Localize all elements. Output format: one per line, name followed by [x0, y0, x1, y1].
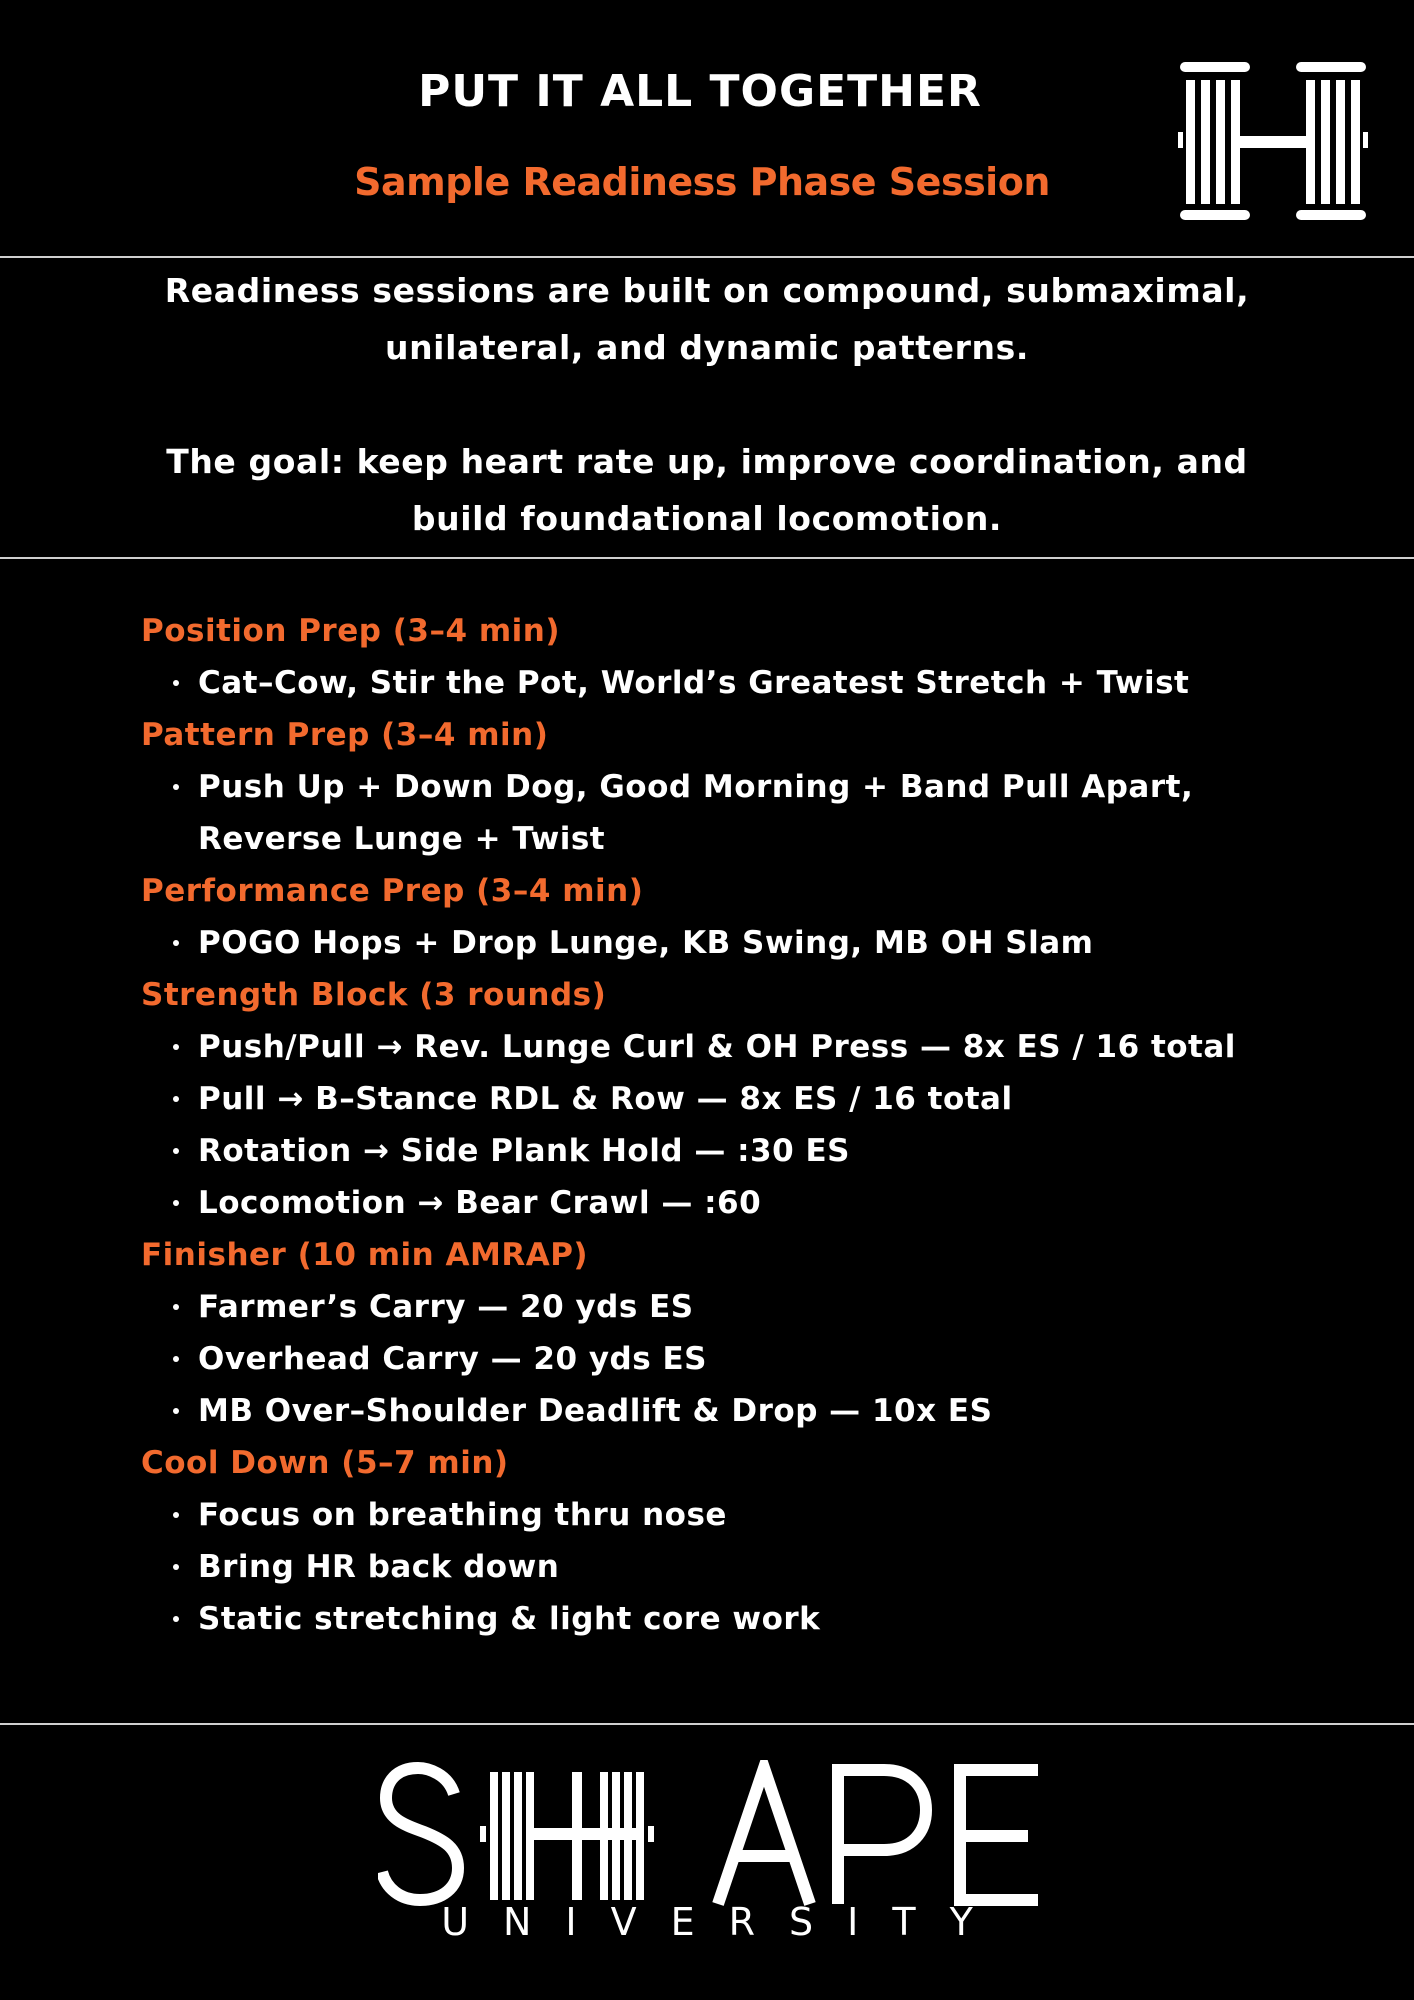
- intro-paragraph-1: Readiness sessions are built on compound, submaximal, unilateral, and dynamic patterns.: [164, 271, 1250, 367]
- section-title-pattern-prep: Pattern Prep (3–4 min): [141, 717, 549, 753]
- list-item: Push Up + Down Dog, Good Morning + Band Pull Apart, Reverse Lunge + Twist: [198, 761, 1208, 865]
- shape-university-logo: [0, 1740, 1414, 2000]
- list-item: Focus on breathing thru nose: [198, 1489, 1318, 1541]
- list-item: MB Over–Shoulder Deadlift & Drop — 10x ES: [198, 1385, 1318, 1437]
- section-title-finisher: Finisher (10 min AMRAP): [141, 1237, 589, 1273]
- section-list-performance-prep: [141, 917, 1341, 969]
- list-item: Cat–Cow, Stir the Pot, World’s Greatest Stretch + Twist: [198, 657, 1318, 709]
- shape-wordmark-logo: [378, 1760, 1038, 1910]
- list-item: POGO Hops + Drop Lunge, KB Swing, MB OH Slam: [198, 917, 1318, 969]
- section-list-strength-block: [141, 1021, 1341, 1229]
- divider-top: [0, 256, 1414, 258]
- divider-middle: [0, 557, 1414, 559]
- section-list-position-prep: [141, 657, 1341, 709]
- brand-subtitle: UNIVERSITY: [441, 1900, 1007, 1944]
- list-item: Farmer’s Carry — 20 yds ES: [198, 1281, 1318, 1333]
- section-list-cool-down: [141, 1489, 1341, 1645]
- page-title: PUT IT ALL TOGETHER: [418, 66, 982, 117]
- list-item: Rotation → Side Plank Hold — :30 ES: [198, 1125, 1318, 1177]
- header: [0, 0, 1414, 256]
- section-title-position-prep: Position Prep (3–4 min): [141, 613, 560, 649]
- section-list-finisher: [141, 1281, 1341, 1437]
- list-item: Locomotion → Bear Crawl — :60: [198, 1177, 1318, 1229]
- list-item: Static stretching & light core work: [198, 1593, 1318, 1645]
- section-title-performance-prep: Performance Prep (3–4 min): [141, 873, 644, 909]
- list-item: Pull → B–Stance RDL & Row — 8x ES / 16 total: [198, 1073, 1318, 1125]
- page-subtitle: Sample Readiness Phase Session: [354, 160, 1050, 204]
- intro-paragraph-2: The goal: keep heart rate up, improve coordination, and build foundational locomotion.: [166, 442, 1248, 538]
- dumbbell-h-logo-icon: [1178, 60, 1368, 224]
- section-title-strength-block: Strength Block (3 rounds): [141, 977, 607, 1013]
- list-item: Bring HR back down: [198, 1541, 1318, 1593]
- section-title-cool-down: Cool Down (5–7 min): [141, 1445, 509, 1481]
- session-outline: [141, 605, 1341, 1645]
- list-item: Push/Pull → Rev. Lunge Curl & OH Press — 8x ES / 16 total: [198, 1021, 1318, 1073]
- list-item: Overhead Carry — 20 yds ES: [198, 1333, 1318, 1385]
- divider-bottom: [0, 1723, 1414, 1725]
- intro-text: [120, 262, 1294, 547]
- section-list-pattern-prep: [141, 761, 1341, 865]
